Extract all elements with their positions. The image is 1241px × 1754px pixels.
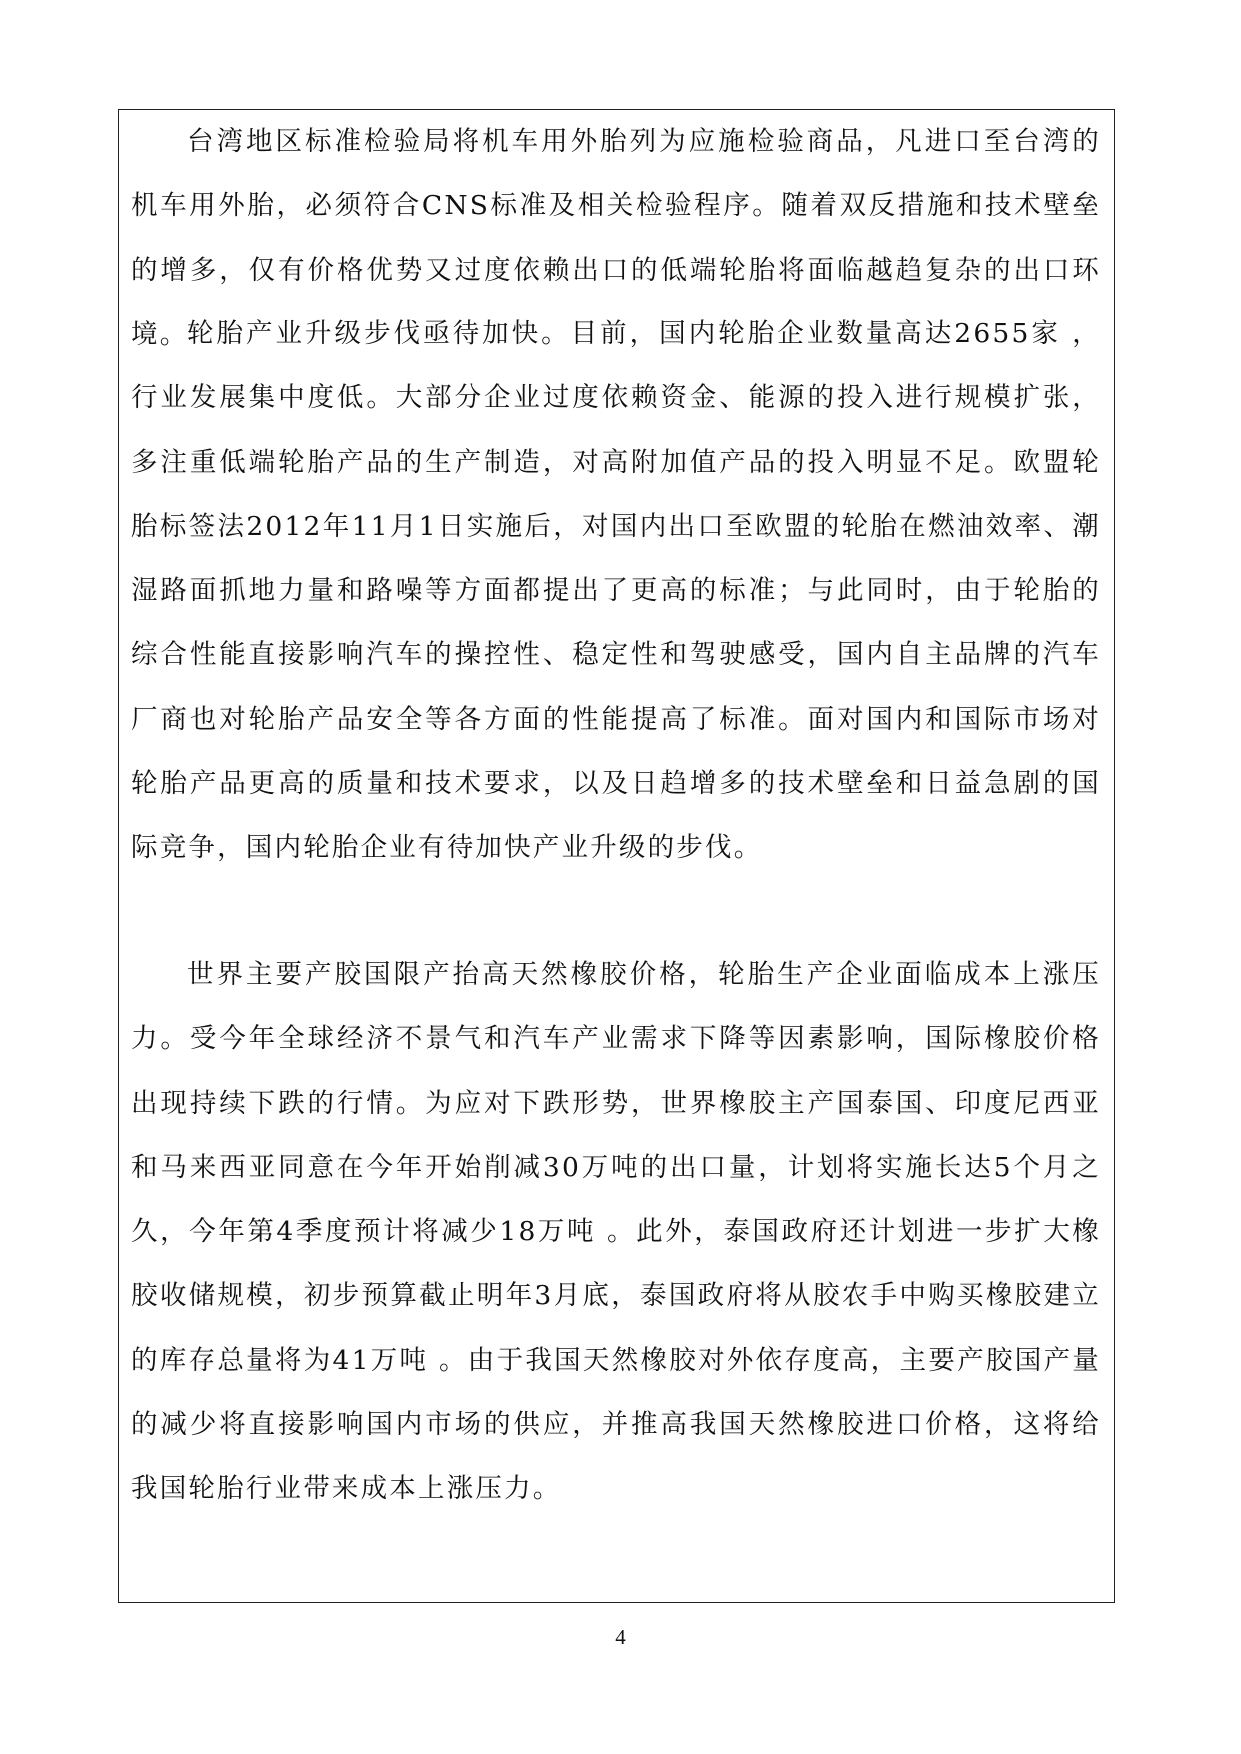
paragraph-rubber-prices: 世界主要产胶国限产抬高天然橡胶价格，轮胎生产企业面临成本上涨压力。受今年全球经济不景气和汽车产业需求下降等因素影响，国际橡胶价格出现持续下跌的行情。为应对下跌形势，世界橡胶主产国泰国、印度尼西亚和马来西亚同意在今年开始削减30万吨的出口量，计划将实施长达5个月之久，今年第4季度预计将减少18万吨 。此外，泰国政府还计划进一步扩大橡胶收储规模，初步预算截止明年3月底，泰国政府将从胶农手中购买橡胶建立的库存总量将为41万吨 。由于我国天然橡胶对外依存度高，主要产胶国产量的减少将直接影响国内市场的供应，并推高我国天然橡胶进口价格，这将给我国轮胎行业带来成本上涨压力。 — [131, 959, 1101, 1505]
paragraph-taiwan-inspection: 台湾地区标准检验局将机车用外胎列为应施检验商品，凡进口至台湾的机车用外胎，必须符合CNS标准及相关检验程序。随着双反措施和技术壁垒的增多，仅有价格优势又过度依赖出口的低端轮胎将面临越趋复杂的出口环境。 — [131, 126, 1101, 350]
page-number: 4 — [615, 1625, 626, 1649]
content-frame — [118, 109, 1115, 1603]
paragraph-tire-industry-upgrade: 轮胎产业升级步伐亟待加快。目前，国内轮胎企业数量高达2655家 ，行业发展集中度低。大部分企业过度依赖资金、能源的投入进行规模扩张，多注重低端轮胎产品的生产制造，对高附加值产品的投入明显不足。欧盟轮胎标签法2012年11月1日实施后，对国内出口至欧盟的轮胎在燃油效率、潮湿路面抓地力量和路噪等方面都提出了更高的标准；与此同时，由于轮胎的综合性能直接影响汽车的操控性、稳定性和驾驶感受，国内自主品牌的汽车厂商也对轮胎产品安全等各方面的性能提高了标准。面对国内和国际市场对轮胎产品更高的质量和技术要求，以及日趋增多的技术壁垒和日益急剧的国际竞争，国内轮胎企业有待加快产业升级的步伐。 — [131, 318, 1101, 864]
